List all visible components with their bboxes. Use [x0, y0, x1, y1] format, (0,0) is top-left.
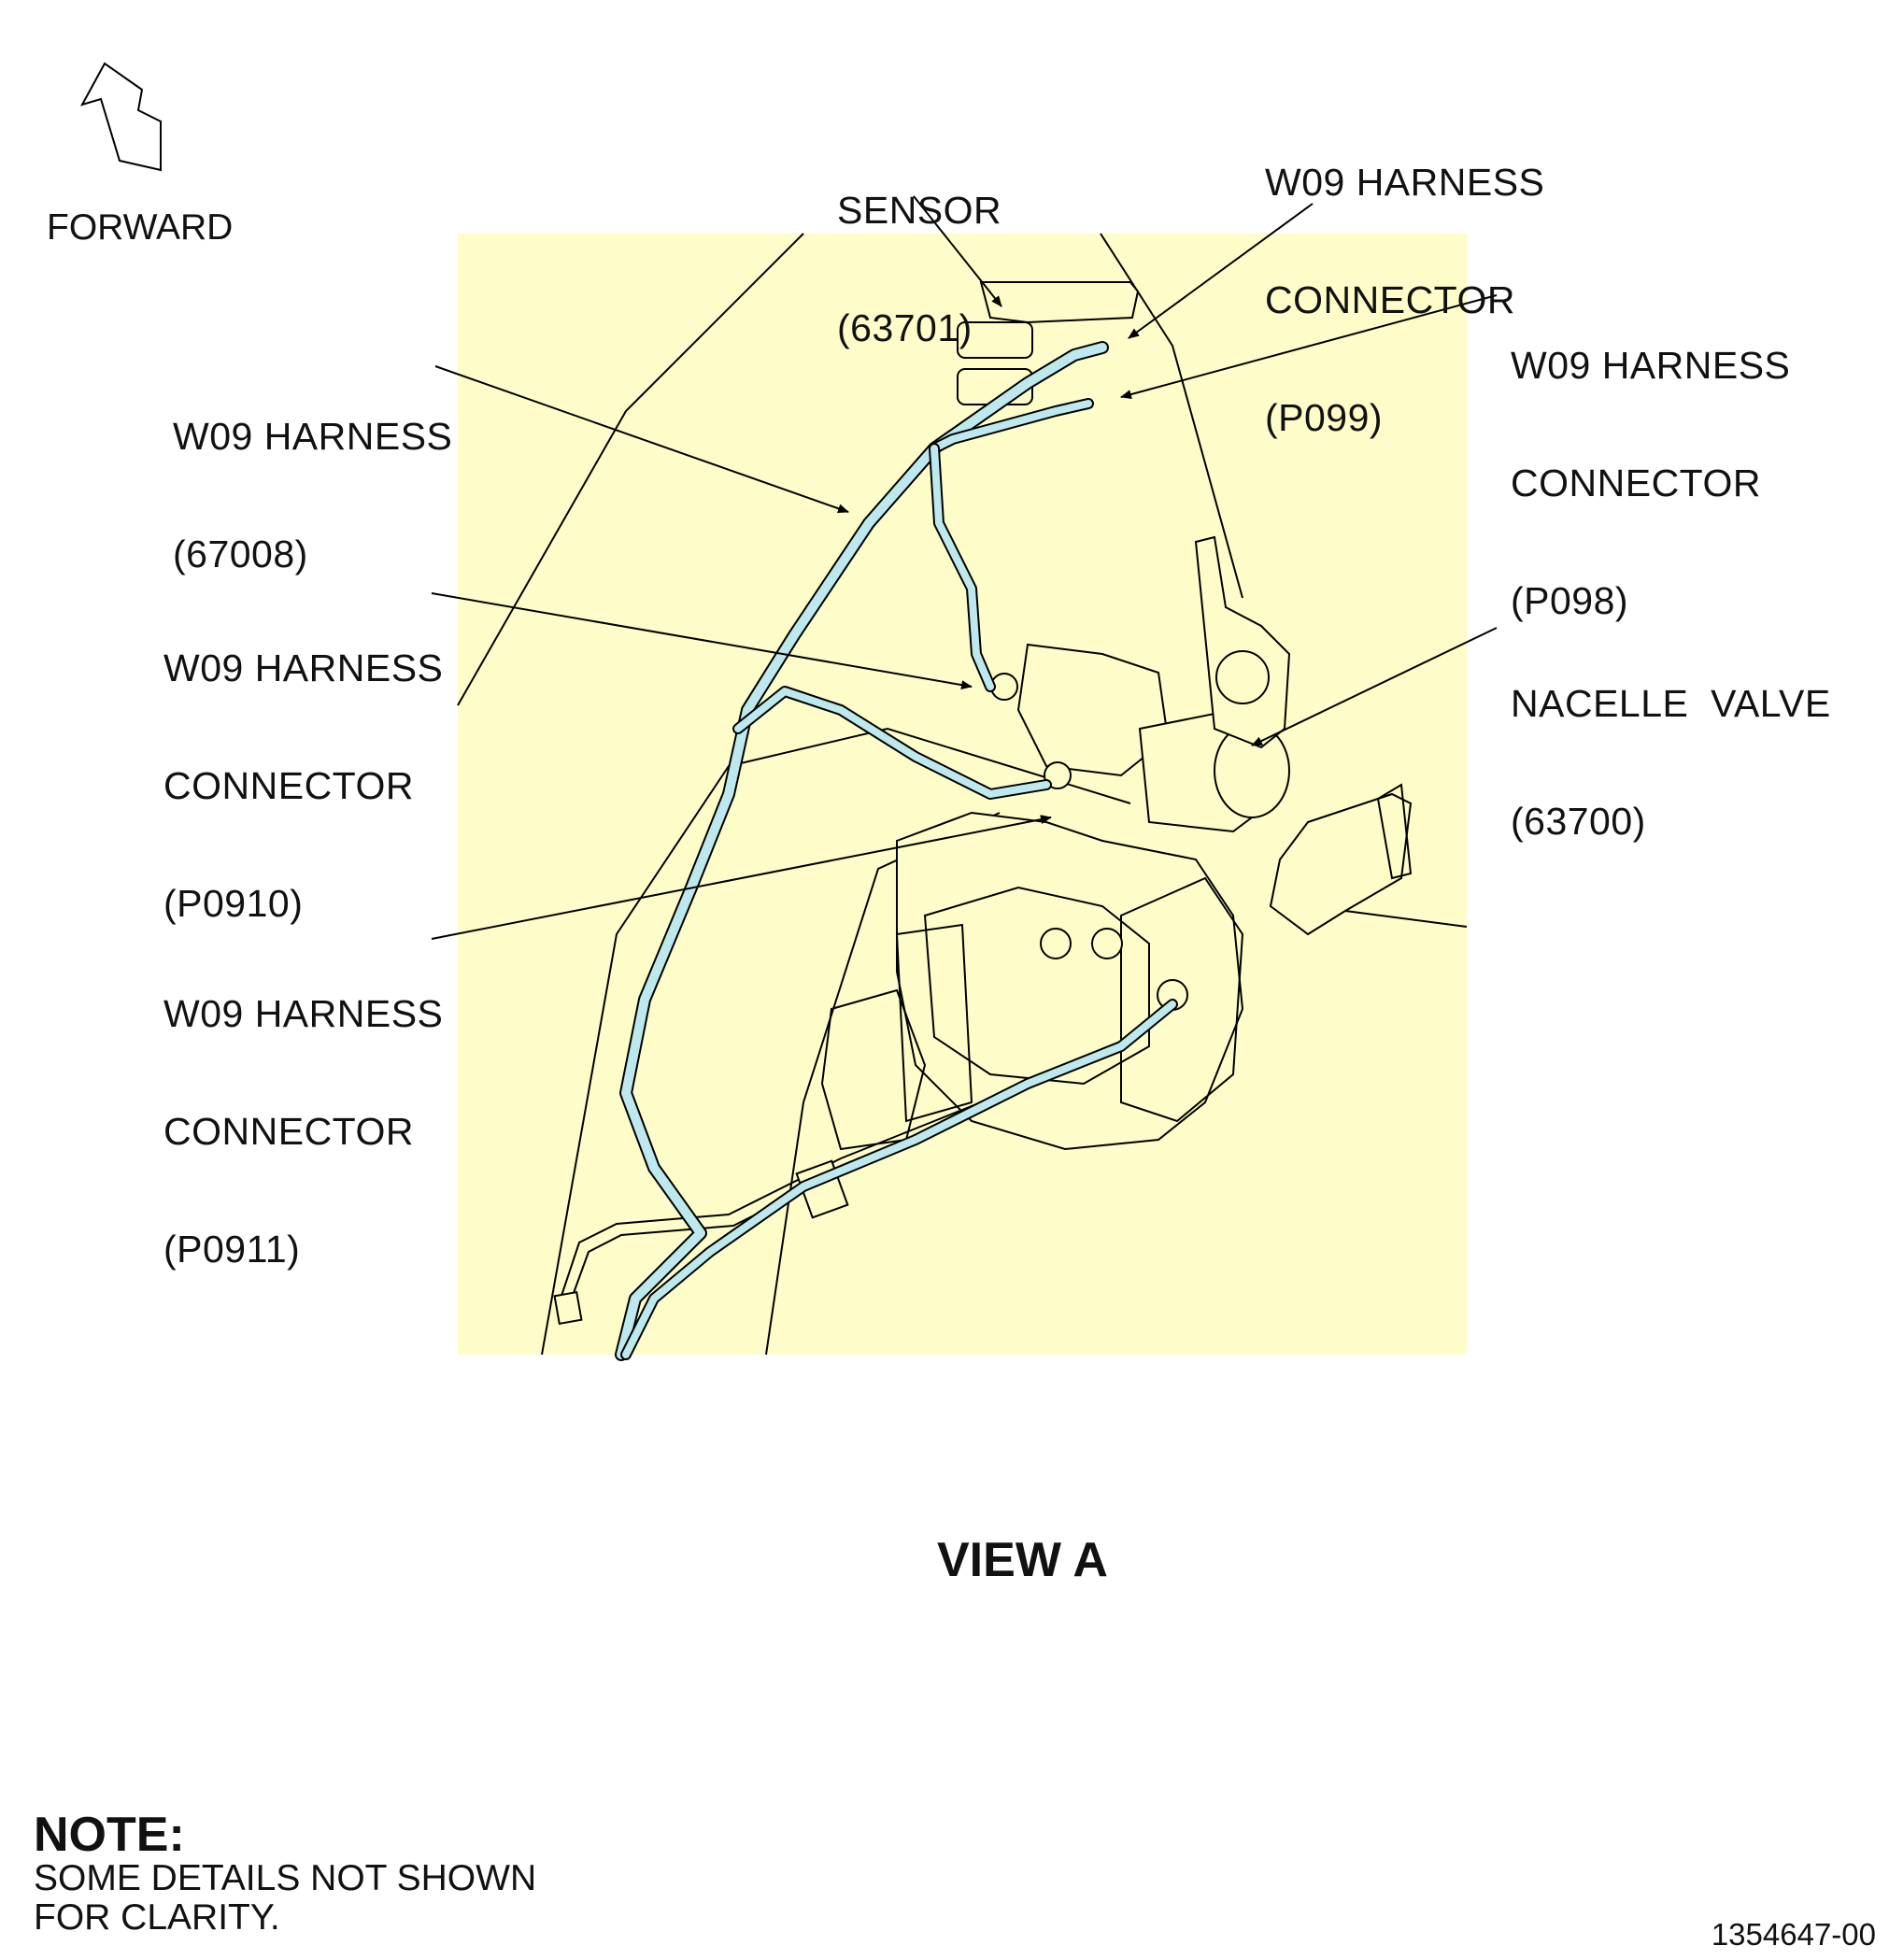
valve-motor	[1216, 651, 1269, 703]
callout-sensor-line1: SENSOR	[837, 189, 1002, 232]
callout-p0911	[163, 916, 443, 1308]
note-heading: NOTE:	[34, 1808, 185, 1862]
tube-fitting	[555, 1292, 582, 1324]
callout-p0910	[163, 570, 443, 962]
callout-p0910-line2: CONNECTOR	[163, 764, 414, 807]
document-id: 1354647-00	[1711, 1917, 1876, 1952]
note-line2: FOR CLARITY.	[34, 1897, 280, 1938]
callout-p098-line1: W09 HARNESS	[1511, 344, 1791, 387]
callout-p0911-line3: (P0911)	[163, 1228, 301, 1271]
callout-p098	[1511, 267, 1790, 660]
callout-p098-line2: CONNECTOR	[1511, 462, 1761, 504]
callout-p0910-line3: (P0910)	[163, 882, 304, 925]
forward-label: FORWARD	[47, 207, 234, 248]
forward-arrow-icon	[82, 64, 161, 170]
callout-sensor	[837, 112, 1001, 387]
callout-harness-line2: (67008)	[173, 533, 308, 575]
callout-p099-line3: (P099)	[1265, 396, 1384, 439]
callout-harness-line1: W09 HARNESS	[173, 415, 453, 458]
callout-valve-line1: NACELLE VALVE	[1511, 682, 1831, 725]
callout-p0910-line1: W09 HARNESS	[163, 646, 444, 689]
callout-valve-line2: (63700)	[1511, 800, 1646, 843]
callout-valve	[1511, 605, 1831, 880]
callout-p098-line3: (P098)	[1511, 579, 1629, 622]
callout-p099-line1: W09 HARNESS	[1265, 161, 1545, 204]
housing-outline	[897, 813, 1243, 1149]
callout-p099-line2: CONNECTOR	[1265, 278, 1515, 321]
callout-sensor-line2: (63701)	[837, 306, 973, 349]
connector-housing-2	[1092, 929, 1122, 959]
connector-housing-1	[1041, 929, 1071, 959]
note-body	[34, 1859, 536, 1938]
callout-p0911-line1: W09 HARNESS	[163, 992, 444, 1035]
callout-p0911-line2: CONNECTOR	[163, 1110, 414, 1153]
callout-p099	[1265, 84, 1544, 476]
view-title: VIEW A	[937, 1533, 1108, 1587]
note-line1: SOME DETAILS NOT SHOWN	[34, 1858, 537, 1898]
sensor-body	[981, 282, 1138, 322]
